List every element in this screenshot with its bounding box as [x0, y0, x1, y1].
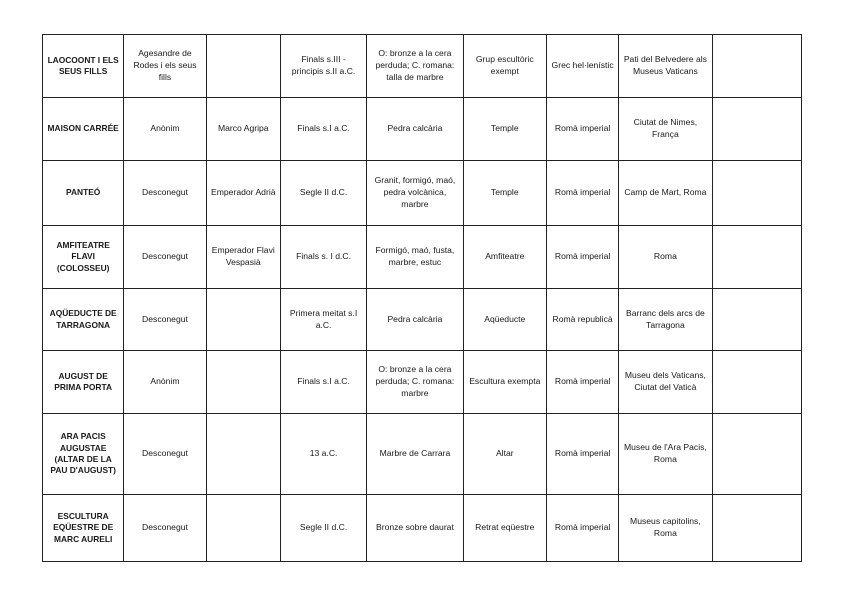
artwork-typology: Amfiteatre — [463, 226, 546, 289]
artwork-title: MAISON CARRÉE — [43, 98, 124, 161]
artwork-author: Desconegut — [124, 161, 206, 226]
artwork-extra — [712, 35, 801, 98]
artwork-date: Primera meitat s.I a.C. — [280, 289, 366, 351]
artwork-style: Romà imperial — [546, 161, 618, 226]
artwork-author: Desconegut — [124, 289, 206, 351]
artwork-extra — [712, 495, 801, 562]
artwork-title: AMFITEATRE FLAVI (COLOSSEU) — [43, 226, 124, 289]
artwork-material: Bronze sobre daurat — [367, 495, 463, 562]
artwork-date: Segle II d.C. — [280, 495, 366, 562]
table-row — [43, 351, 802, 414]
artwork-date: Finals s. I d.C. — [280, 226, 366, 289]
artwork-style: Romà imperial — [546, 495, 618, 562]
artwork-extra — [712, 161, 801, 226]
artwork-style: Romà imperial — [546, 98, 618, 161]
artwork-material: Marbre de Carrara — [367, 414, 463, 495]
artwork-material: Pedra calcària — [367, 98, 463, 161]
artwork-extra — [712, 351, 801, 414]
artwork-style: Romà imperial — [546, 414, 618, 495]
artwork-location: Museu de l'Ara Pacis, Roma — [619, 414, 712, 495]
artwork-typology: Retrat eqüestre — [463, 495, 546, 562]
artwork-title: PANTEÓ — [43, 161, 124, 226]
artwork-title: AQÜEDUCTE DE TARRAGONA — [43, 289, 124, 351]
artwork-author: Anònim — [124, 351, 206, 414]
artworks-table — [42, 34, 802, 562]
artwork-author: Desconegut — [124, 414, 206, 495]
artwork-extra — [712, 289, 801, 351]
artwork-author: Desconegut — [124, 226, 206, 289]
artwork-patron: Emperador Flavi Vespasià — [206, 226, 280, 289]
artwork-author: Desconegut — [124, 495, 206, 562]
table-row — [43, 161, 802, 226]
artwork-typology: Aqüeducte — [463, 289, 546, 351]
artwork-patron — [206, 414, 280, 495]
artwork-style: Grec hel·lenístic — [546, 35, 618, 98]
artwork-typology: Temple — [463, 98, 546, 161]
artwork-date: Segle II d.C. — [280, 161, 366, 226]
artwork-material: Pedra calcària — [367, 289, 463, 351]
artwork-title: AUGUST DE PRIMA PORTA — [43, 351, 124, 414]
artwork-date: Finals s.I a.C. — [280, 98, 366, 161]
artwork-typology: Grup escultòric exempt — [463, 35, 546, 98]
artwork-style: Romà republicà — [546, 289, 618, 351]
table-row — [43, 414, 802, 495]
artwork-typology: Escultura exempta — [463, 351, 546, 414]
table-row — [43, 226, 802, 289]
table-row — [43, 495, 802, 562]
artwork-extra — [712, 414, 801, 495]
artwork-location: Roma — [619, 226, 712, 289]
artwork-location: Ciutat de Nimes, França — [619, 98, 712, 161]
table-row — [43, 289, 802, 351]
artwork-title: ESCULTURA EQÜESTRE DE MARC AURELI — [43, 495, 124, 562]
artwork-location: Museus capitolins, Roma — [619, 495, 712, 562]
artwork-author: Agesandre de Rodes i els seus fills — [124, 35, 206, 98]
artwork-typology: Altar — [463, 414, 546, 495]
artwork-location: Museu dels Vaticans, Ciutat del Vaticà — [619, 351, 712, 414]
artwork-patron: Emperador Adrià — [206, 161, 280, 226]
artwork-date: Finals s.III - principis s.II a.C. — [280, 35, 366, 98]
artwork-patron — [206, 351, 280, 414]
artwork-location: Pati del Belvedere als Museus Vaticans — [619, 35, 712, 98]
artwork-typology: Temple — [463, 161, 546, 226]
artwork-patron: Marco Agripa — [206, 98, 280, 161]
artwork-title: LAOCOONT I ELS SEUS FILLS — [43, 35, 124, 98]
artwork-extra — [712, 226, 801, 289]
artwork-patron — [206, 495, 280, 562]
artwork-date: Finals s.I a.C. — [280, 351, 366, 414]
artwork-material: Formigó, maó, fusta, marbre, estuc — [367, 226, 463, 289]
artwork-date: 13 a.C. — [280, 414, 366, 495]
table-row — [43, 98, 802, 161]
table-row — [43, 35, 802, 98]
artwork-patron — [206, 35, 280, 98]
artwork-location: Camp de Mart, Roma — [619, 161, 712, 226]
artwork-title: ARA PACIS AUGUSTAE (ALTAR DE LA PAU D'AUGUST) — [43, 414, 124, 495]
artwork-material: Granit, formigó, maó, pedra volcànica, marbre — [367, 161, 463, 226]
artwork-style: Romà imperial — [546, 351, 618, 414]
artwork-style: Romà imperial — [546, 226, 618, 289]
artwork-patron — [206, 289, 280, 351]
artwork-material: O: bronze a la cera perduda; C. romana: marbre — [367, 351, 463, 414]
artwork-author: Anònim — [124, 98, 206, 161]
artwork-extra — [712, 98, 801, 161]
artwork-location: Barranc dels arcs de Tarragona — [619, 289, 712, 351]
artwork-material: O: bronze a la cera perduda; C. romana: talla de marbre — [367, 35, 463, 98]
